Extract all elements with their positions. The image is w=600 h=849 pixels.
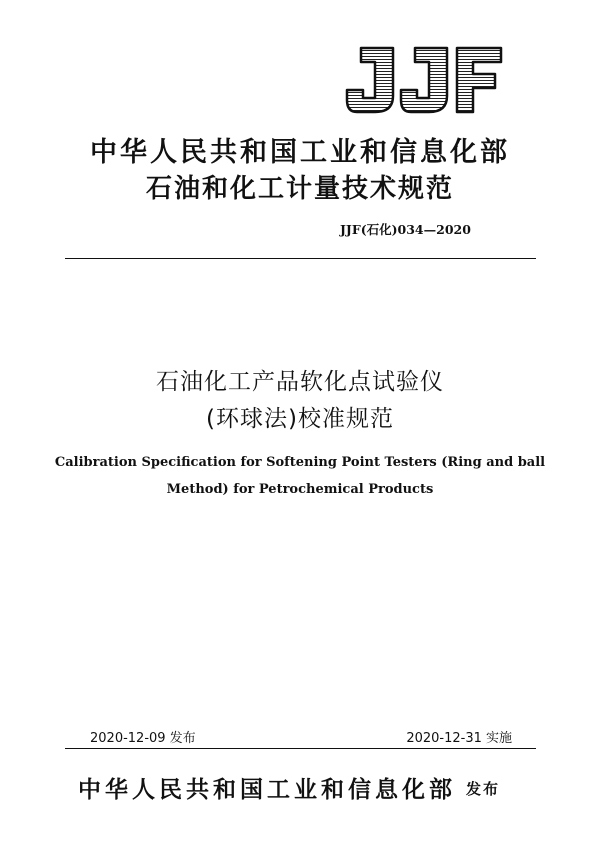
document-code: JJF(石化)034—2020 [340, 222, 471, 237]
english-title-line-2: Method) for Petrochemical Products [166, 482, 434, 497]
jjf-logo [345, 46, 505, 116]
issue-date: 2020-12-09 发布 [90, 731, 196, 746]
english-title-line-1: Calibration Specification for Softening Point Testers (Ring and ball [54, 455, 546, 470]
logo-letter-j1 [347, 48, 393, 112]
top-divider [65, 258, 536, 259]
ministry-title: 中华人民共和国工业和信息化部 [90, 137, 510, 168]
logo-letter-j2 [401, 48, 447, 112]
jjf-logo-graphic [345, 46, 505, 116]
effective-date: 2020-12-31 实施 [406, 731, 512, 746]
spec-series-title: 石油和化工计量技术规范 [145, 174, 454, 204]
chinese-title-line-2: (环球法)校准规范 [206, 406, 394, 432]
chinese-title-line-1: 石油化工产品软化点试验仪 [156, 369, 444, 395]
publish-label: 发布 [466, 780, 501, 798]
publisher-name: 中华人民共和国工业和信息化部 [78, 776, 456, 803]
bottom-divider [65, 748, 536, 749]
logo-letter-f [457, 48, 501, 112]
